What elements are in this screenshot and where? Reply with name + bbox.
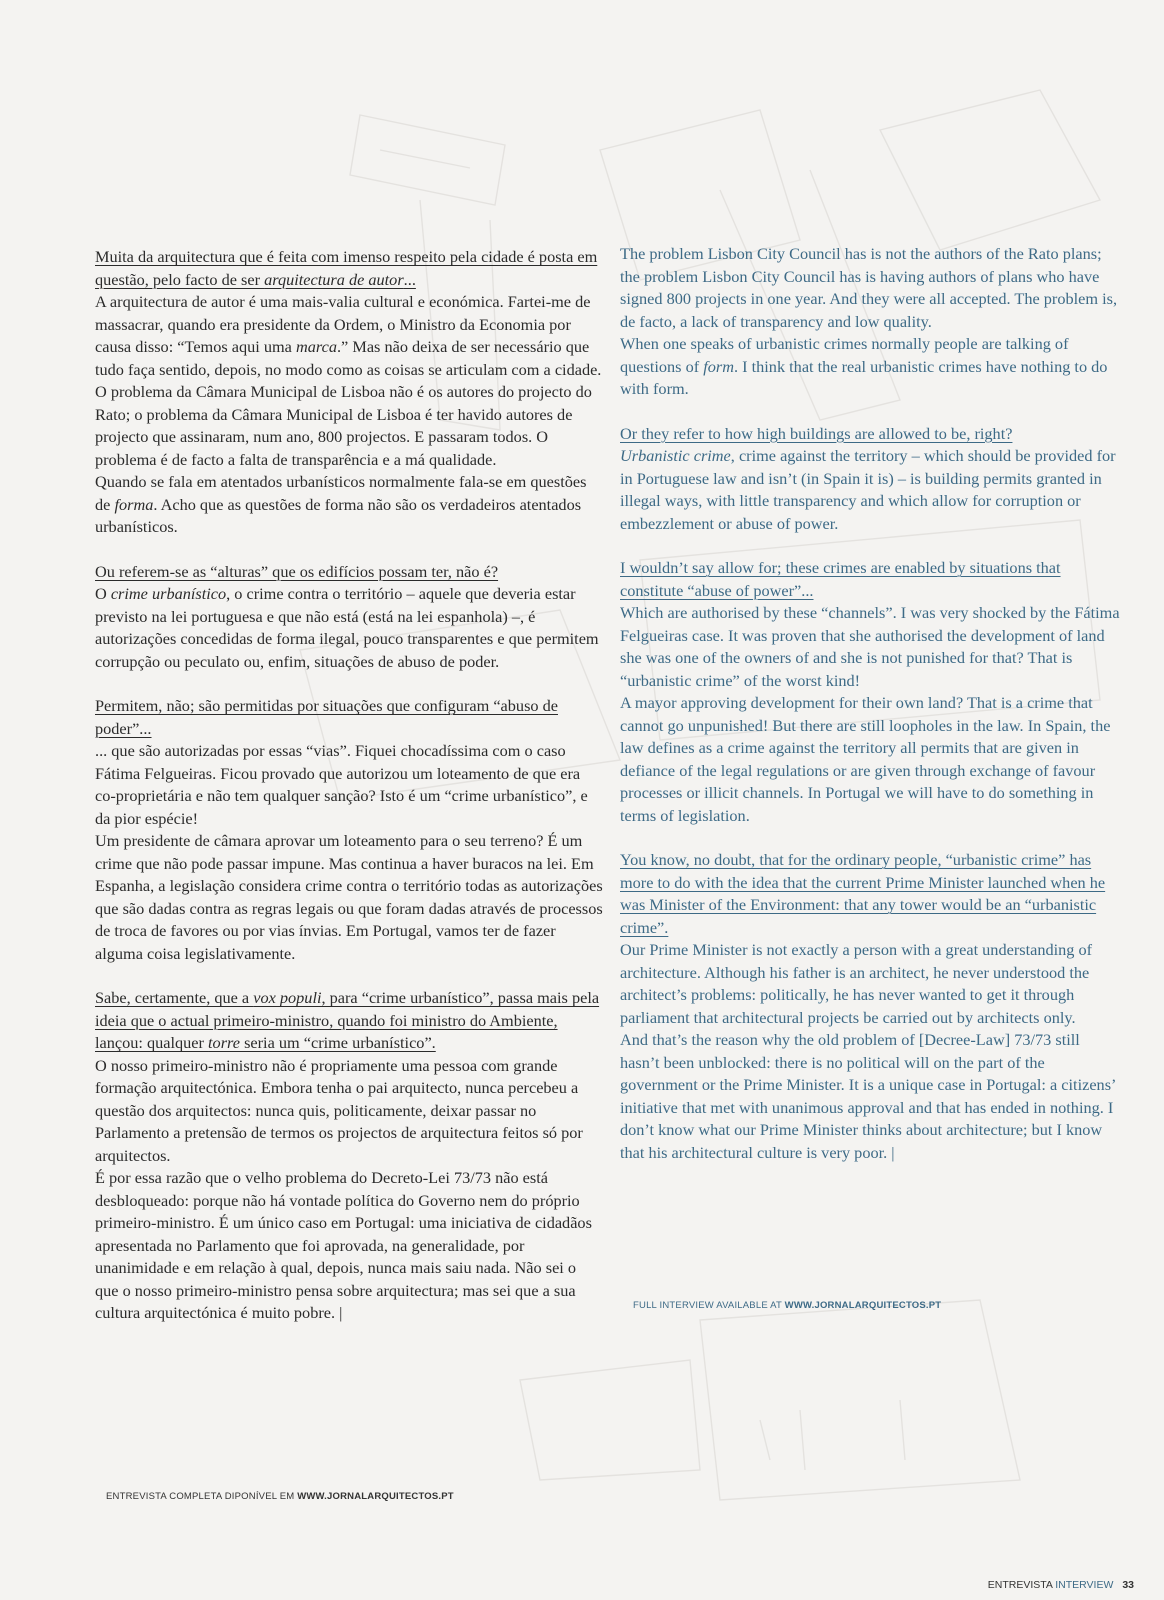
answer-4-en: Our Prime Minister is not exactly a person with a great understanding of architecture. Although his father is an architect, he never understood the architect’s problems: politically, he has never wanted to get it through parliament that architectural projects be carried out by architects only.: [620, 940, 1093, 1027]
answer-1b-pt: O problema da Câmara Municipal de Lisboa não é os autores do projecto do Rato; o problema da Câmara Municipal de Lisboa é ter havido autores de projecto que assinaram, num ano, 800 projectos. E passaram todos. O problema é de facto a falta de transparência e a má qualidade.: [95, 382, 592, 469]
answer-3b-pt: Um presidente de câmara aprovar um loteamento para o seu terreno? É um crime que não pode passar impune. Mas continua a haver buracos na lei. Em Espanha, a legislação considera crime contra o território todas as autorizações que são dadas contra as regras legais ou que foram dadas através de processos de troca de favores ou por vias ínvias. Em Portugal, vamos ter de fazer alguma coisa legislativamente.: [95, 831, 603, 963]
section-label-pt: ENTREVISTA: [987, 1579, 1053, 1591]
question-3-en: I wouldn’t say allow for; these crimes are enabled by situations that constitute “abuse of power”...: [620, 558, 1061, 600]
answer-1-pt: A arquitectura de autor é uma mais-valia cultural e económica. Fartei-me de massacrar, quando era presidente da Ordem, o Ministro da Economia por causa disso: “Temos aqui uma marca.” Mas não deixa de ser necessário que tudo faça sentido, depois, no modo como as coisas se articulam com a cidade.: [95, 292, 602, 379]
answer-4b-en: And that’s the reason why the old problem of [Decree-Law] 73/73 still hasn’t been unblocked: there is no political will on the part of the government or the Prime Minister. It is a unique case in Portugal: a citizens’ initiative that met with unanimous approval and that has ended in nothing. I don’t know what our Prime Minister thinks about architecture; but I know that his architectural culture is very poor. |: [620, 1030, 1116, 1162]
answer-1-en: The problem Lisbon City Council has is not the authors of the Rato plans; the problem Lisbon City Council has is having authors of plans who have signed 800 projects in one year. And they were all accepted. The problem is, de facto, a lack of transparency and low quality.: [620, 244, 1118, 331]
question-4-en: You know, no doubt, that for the ordinary people, “urbanistic crime” has more to do with the idea that the current Prime Minister launched when he was Minister of the Environment: that any tower would be an “urbanistic crime”.: [620, 850, 1106, 937]
interview-link-pt[interactable]: WWW.JORNALARQUITECTOS.PT: [297, 1491, 454, 1502]
section-label-en: INTERVIEW: [1055, 1579, 1114, 1591]
answer-2-pt: O crime urbanístico, o crime contra o território – aquele que deveria estar previsto na lei portuguesa e que não está (está na lei espanhola) –, é autorizações concedidas de forma ilegal, pouco transparentes e que permitem corrupção ou peculato ou, enfim, situações de abuso de poder.: [95, 584, 599, 671]
answer-1c-pt: Quando se fala em atentados urbanísticos normalmente fala-se em questões de forma. Acho que as questões de forma não são os verdadeiros atentados urbanísticos.: [95, 472, 587, 536]
answer-4-pt: O nosso primeiro-ministro não é propriamente uma pessoa com grande formação arquitectónica. Embora tenha o pai arquitecto, nunca percebeu a questão dos arquitectos: nunca quis, politicamente, deixar passar no Parlamento a pretensão de termos os projectos de arquitectura feitos só por arquitectos.: [95, 1055, 583, 1165]
page-number: 33: [1122, 1579, 1134, 1591]
answer-1b-en: When one speaks of urbanistic crimes normally people are talking of questions of form. I think that the real urbanistic crimes have nothing to do with form.: [620, 334, 1108, 398]
question-4-pt: Sabe, certamente, que a vox populi, para “crime urbanístico”, passa mais pela ideia que o actual primeiro-ministro, quando foi ministro do Ambiente, lançou: qualquer torre seria um “crime urbanístico”.: [95, 988, 600, 1052]
question-3-pt: Permitem, não; são permitidas por situações que configuram “abuso de poder”...: [95, 696, 558, 738]
english-column: [620, 243, 1120, 1164]
question-2-en: Or they refer to how high buildings are allowed to be, right?: [620, 423, 1013, 443]
question-1-pt: Muita da arquitectura que é feita com imenso respeito pela cidade é posta em questão, pelo facto de ser arquitectura de autor...: [95, 247, 598, 289]
answer-3-pt: ... que são autorizadas por essas “vias”. Fiquei chocadíssima com o caso Fátima Felgueiras. Ficou provado que autorizou um loteamento de que era co-proprietária e não tem qualquer sanção? Isto é um “crime urbanístico”, e da pior espécie!: [95, 741, 588, 828]
answer-4b-pt: É por essa razão que o velho problema do Decreto-Lei 73/73 não está desbloqueado: porque não há vontade política do Governo nem do próprio primeiro-ministro. É um único caso em Portugal: uma iniciativa de cidadãos apresentada no Parlamento que foi aprovada, na generalidade, por unanimidade e em relação à qual, depois, nunca mais saiu nada. Não sei o que o nosso primeiro-ministro pensa sobre arquitectura; mas sei que a sua cultura arquitectónica é muito pobre. |: [95, 1168, 592, 1322]
question-2-pt: Ou referem-se as “alturas” que os edifícios possam ter, não é?: [95, 561, 499, 581]
interview-link-en[interactable]: WWW.JORNALARQUITECTOS.PT: [784, 1300, 942, 1311]
footnote-en: FULL INTERVIEW AVAILABLE AT WWW.JORNALARQUITECTOS.PT: [633, 1300, 942, 1311]
page-folio: [988, 1579, 1134, 1591]
answer-3b-en: A mayor approving development for their own land? That is a crime that cannot go unpunished! But there are still loopholes in the law. In Spain, the law defines as a crime against the territory all permits that are given in defiance of the legal regulations or are given through exchange of favour processes or illicit channels. In Portugal we will have to do something in terms of legislation.: [620, 693, 1111, 825]
portuguese-column: [95, 246, 603, 1325]
answer-2-en: Urbanistic crime, crime against the territory – which should be provided for in Portuguese law and isn’t (in Spain it is) – is building permits granted in illegal ways, with little transparency and which allow for corruption or embezzlement or abuse of power.: [620, 446, 1116, 533]
footnote-pt: ENTREVISTA COMPLETA DIPONÍVEL EM WWW.JORNALARQUITECTOS.PT: [106, 1491, 454, 1502]
answer-3-en: Which are authorised by these “channels”. I was very shocked by the Fátima Felgueiras case. It was proven that she authorised the development of land she was one of the owners of and she is not punished for that? That is “urbanistic crime” of the worst kind!: [620, 603, 1120, 690]
